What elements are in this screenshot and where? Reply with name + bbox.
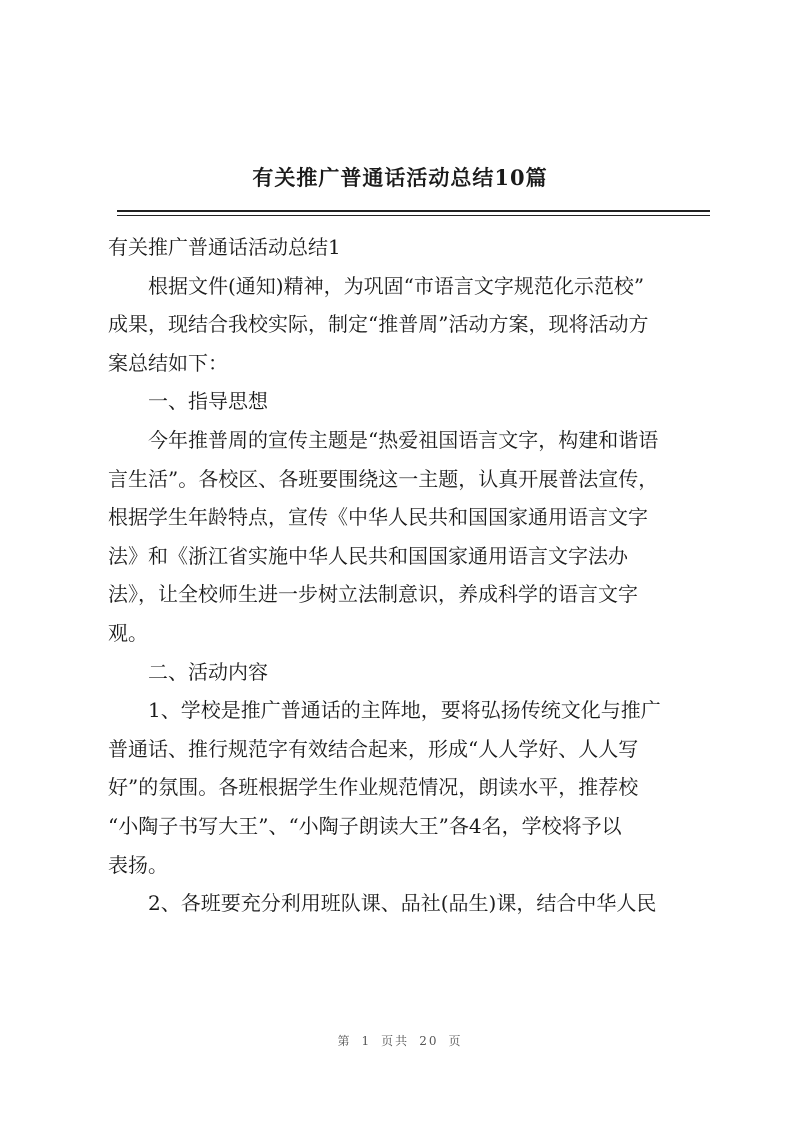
paragraph-line: 2、各班要充分利用班队课、品社(品生)课，结合中华人民: [148, 891, 657, 916]
paragraph-line: 案总结如下：: [108, 350, 228, 375]
paragraph-line: 表扬。: [108, 852, 168, 877]
paragraph-line: 今年推普周的宣传主题是“热爱祖国语言文字，构建和谐语: [148, 427, 659, 452]
subheading-guiding-ideas: 一、指导思想: [148, 389, 268, 414]
paragraph-line: 好”的氛围。各班根据学生作业规范情况，朗读水平，推荐校: [108, 775, 639, 800]
paragraph-line: 言生活”。各校区、各班要围绕这一主题，认真开展普法宣传，: [108, 466, 659, 491]
paragraph-line: 根据文件(通知)精神，为巩固“市语言文字规范化示范校”: [148, 273, 645, 298]
paragraph-line: 1、学校是推广普通话的主阵地，要将弘扬传统文化与推广: [148, 698, 661, 723]
paragraph-line: 成果，现结合我校实际，制定“推普周”活动方案，现将活动方: [108, 312, 649, 337]
title-divider-thin: [117, 215, 710, 216]
paragraph-line: “小陶子书写大王”、“小陶子朗读大王”各4名，学校将予以: [108, 813, 622, 838]
footer-suffix: 页: [448, 1034, 463, 1048]
footer-middle: 页共: [381, 1034, 410, 1048]
subheading-activity-content: 二、活动内容: [148, 659, 268, 684]
paragraph-line: 根据学生年龄特点，宣传《中华人民共和国国家通用语言文字: [108, 505, 648, 530]
paragraph-line: 普通话、推行规范字有效结合起来，形成“人人学好、人人写: [108, 736, 639, 761]
document-body: [108, 228, 708, 923]
paragraph-line: 观。: [108, 620, 148, 645]
section-heading: 有关推广普通话活动总结1: [108, 235, 341, 259]
footer-page-number: 1: [361, 1034, 372, 1048]
paragraph-line: 法》，让全校师生进一步树立法制意识，养成科学的语言文字: [108, 582, 638, 607]
document-title: 有关推广普通话活动总结10篇: [252, 165, 548, 190]
page-footer: [0, 1032, 800, 1049]
paragraph-line: 法》和《浙江省实施中华人民共和国国家通用语言文字法办: [108, 543, 628, 568]
footer-prefix: 第: [337, 1034, 352, 1048]
footer-total-pages: 20: [419, 1034, 439, 1048]
title-divider-thick: [117, 210, 710, 212]
